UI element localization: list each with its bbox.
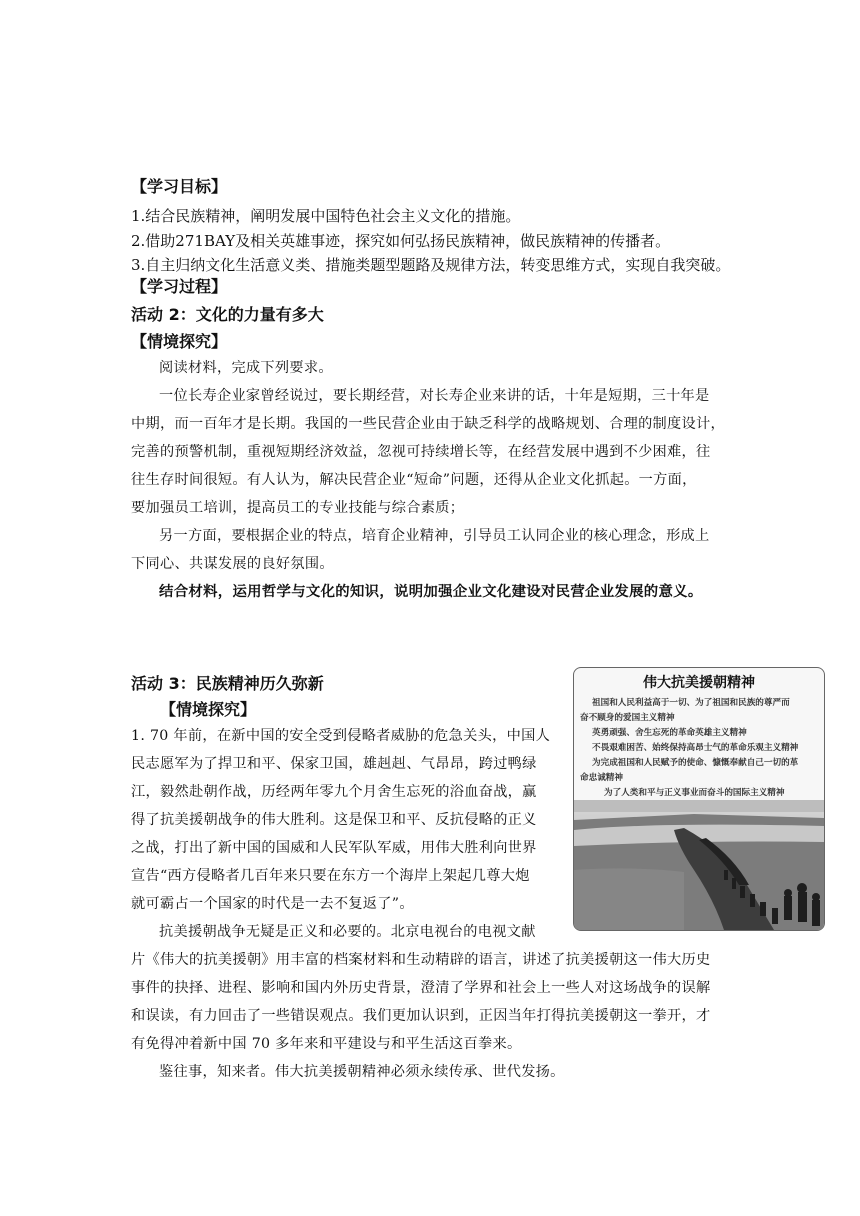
spirit-line: 祖国和人民利益高于一切、为了祖国和民族的尊严而 <box>592 698 790 708</box>
goal-item-2: 2.借助271BAY及相关英雄事迹，探究如何弘扬民族精神，做民族精神的传播者。 <box>131 232 671 250</box>
activity2-line: 一位长寿企业家曾经说过，要长期经营，对长寿企业来讲的话，十年是短期，三十年是 <box>159 388 710 404</box>
activity2-inquiry: 【情境探究】 <box>131 332 228 351</box>
spirit-line: 奋不顾身的爱国主义精神 <box>580 713 675 723</box>
spirit-line: 英勇顽强、舍生忘死的革命英雄主义精神 <box>592 728 747 738</box>
goals-heading: 【学习目标】 <box>131 177 228 196</box>
activity3-line: 1. 70 年前，在新中国的安全受到侵略者威胁的危急关头，中国人 <box>131 728 551 744</box>
spirit-image-lines <box>580 696 820 801</box>
spirit-image-card <box>573 667 825 931</box>
activity3-full-text <box>131 918 751 1086</box>
activity3-line: 和误读，有力回击了一些错误观点。我们更加认识到，正因当年打得抗美援朝这一拳开，才 <box>131 1008 711 1024</box>
activity3-line: 民志愿军为了捍卫和平、保家卫国，雄赳赳、气昂昂，跨过鸭绿 <box>131 756 537 772</box>
activity2-intro: 阅读材料，完成下列要求。 <box>159 360 333 376</box>
process-heading: 【学习过程】 <box>131 277 228 296</box>
spirit-line: 为了人类和平与正义事业而奋斗的国际主义精神 <box>604 788 785 798</box>
activity3-line: 江，毅然赴朝作战，历经两年零九个月舍生忘死的浴血奋战，赢 <box>131 784 537 800</box>
spirit-line: 不畏艰难困苦、始终保持高昂士气的革命乐观主义精神 <box>592 743 799 753</box>
activity2-line: 要加强员工培训，提高员工的专业技能与综合素质； <box>131 500 465 516</box>
activity3-line: 之战，打出了新中国的国威和人民军队军威，用伟大胜利向世界 <box>131 840 537 856</box>
activity3-line: 就可霸占一个国家的时代是一去不复返了”。 <box>131 896 414 912</box>
activity3-left-text <box>131 722 571 918</box>
spirit-line: 为完成祖国和人民赋予的使命、慷慨奉献自己一切的革 <box>592 758 799 768</box>
spirit-line: 命忠诚精神 <box>580 773 623 783</box>
activity2-question: 结合材料，运用哲学与文化的知识，说明加强企业文化建设对民营企业发展的意义。 <box>159 584 703 600</box>
activity2-line: 完善的预警机制，重视短期经济效益，忽视可持续增长等，在经营发展中遇到不少困难，往 <box>131 444 711 460</box>
activity3-line: 得了抗美援朝战争的伟大胜利。这是保卫和平、反抗侵略的正义 <box>131 812 537 828</box>
activity3-title: 活动 3：民族精神历久弥新 <box>131 674 324 693</box>
activity2-line: 中期，而一百年才是长期。我国的一些民营企业由于缺乏科学的战略规划、合理的制度设计， <box>131 416 725 432</box>
activity2-title: 活动 2：文化的力量有多大 <box>131 305 324 324</box>
activity3-line: 事件的抉择、进程、影响和国内外历史背景，澄清了学界和社会上一些人对这场战争的误解 <box>131 980 711 996</box>
activity2-line: 往生存时间很短。有人认为，解决民营企业“短命”问题，还得从企业文化抓起。一方面， <box>131 472 697 488</box>
activity2-material <box>131 354 751 606</box>
activity3-line: 有免得冲着新中国 70 多年来和平建设与和平生活这百拳来。 <box>131 1036 522 1052</box>
activity2-line: 另一方面，要根据企业的特点，培育企业精神，引导员工认同企业的核心理念，形成上 <box>159 528 710 544</box>
goal-item-1: 1.结合民族精神，阐明发展中国特色社会主义文化的措施。 <box>131 207 521 225</box>
soldiers-crossing-river-photo <box>574 800 824 930</box>
activity3-inquiry: 【情境探究】 <box>160 700 257 719</box>
goal-item-3: 3.自主归纳文化生活意义类、措施类题型题路及规律方法，转变思维方式，实现自我突破。 <box>131 256 731 274</box>
activity3-line: 鉴往事，知来者。伟大抗美援朝精神必须永续传承、世代发扬。 <box>159 1064 565 1080</box>
activity2-line: 下同心、共谋发展的良好氛围。 <box>131 556 334 572</box>
activity3-line: 宣告“西方侵略者几百年来只要在东方一个海岸上架起几尊大炮 <box>131 868 530 884</box>
activity3-line: 片《伟大的抗美援朝》用丰富的档案材料和生动精辟的语言，讲述了抗美援朝这一伟大历史 <box>131 952 711 968</box>
activity3-line: 抗美援朝战争无疑是正义和必要的。北京电视台的电视文献 <box>159 924 536 940</box>
spirit-image-title: 伟大抗美援朝精神 <box>643 675 755 691</box>
